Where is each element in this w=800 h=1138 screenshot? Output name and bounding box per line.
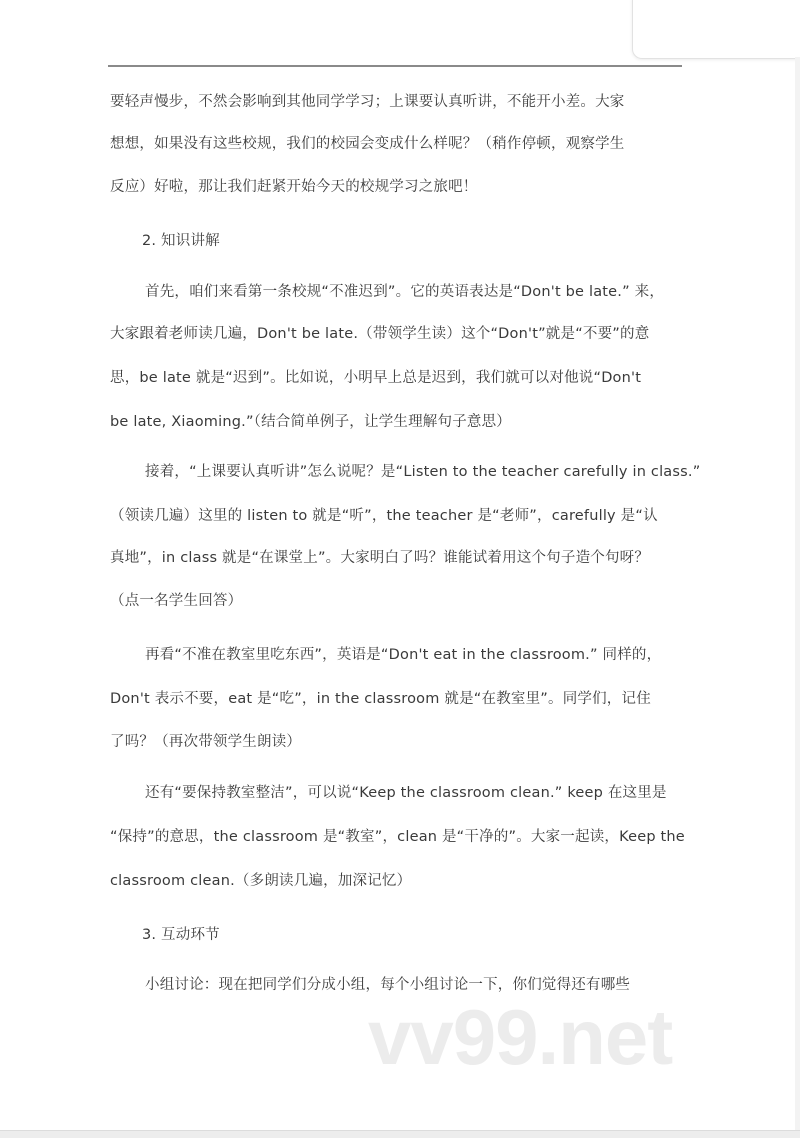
text-line: 还有“要保持教室整洁”，可以说“Keep the classroom clean.” keep 在这里是	[145, 785, 667, 801]
corner-panel	[632, 0, 800, 59]
text-line: 要轻声慢步，不然会影响到其他同学学习；上课要认真听讲，不能开小差。大家	[110, 94, 625, 110]
text-line: 小组讨论：现在把同学们分成小组，每个小组讨论一下，你们觉得还有哪些	[145, 977, 631, 993]
section-heading: 2. 知识讲解	[142, 233, 220, 249]
text-line: 再看“不准在教室里吃东西”，英语是“Don't eat in the classroom.” 同样的，	[145, 647, 662, 663]
text-line: classroom clean.（多朗读几遍，加深记忆）	[110, 873, 412, 889]
page-edge	[795, 57, 800, 1132]
text-line: 真地”，in class 就是“在课堂上”。大家明白了吗？谁能试着用这个句子造个句呀？	[110, 550, 650, 566]
text-line: “保持”的意思，the classroom 是“教室”，clean 是“干净的”。大家一起读，Keep the	[110, 829, 685, 845]
text-line: 反应）好啦，那让我们赶紧开始今天的校规学习之旅吧！	[110, 179, 478, 195]
text-line: （点一名学生回答）	[110, 593, 243, 609]
text-line: 接着，“上课要认真听讲”怎么说呢？是“Listen to the teacher carefully in class.”	[145, 464, 701, 480]
text-line: Don't 表示不要，eat 是“吃”，in the classroom 就是“在教室里”。同学们，记住	[110, 691, 651, 707]
watermark: vv99.net	[368, 993, 673, 1081]
text-line: 了吗？（再次带领学生朗读）	[110, 734, 302, 750]
text-line: 大家跟着老师读几遍，Don't be late.（带领学生读）这个“Don't”就是“不要”的意	[110, 326, 650, 342]
section-heading: 3. 互动环节	[142, 927, 220, 943]
header-rule	[108, 65, 682, 67]
text-line: 首先，咱们来看第一条校规“不准迟到”。它的英语表达是“Don't be late.” 来，	[145, 284, 665, 300]
text-line: be late, Xiaoming.”（结合简单例子，让学生理解句子意思）	[110, 414, 512, 430]
text-line: 思，be late 就是“迟到”。比如说，小明早上总是迟到，我们就可以对他说“Don't	[110, 370, 642, 386]
text-line: 想想，如果没有这些校规，我们的校园会变成什么样呢？（稍作停顿，观察学生	[110, 136, 625, 152]
text-line: （领读几遍）这里的 listen to 就是“听”，the teacher 是“老师”，carefully 是“认	[110, 508, 658, 524]
